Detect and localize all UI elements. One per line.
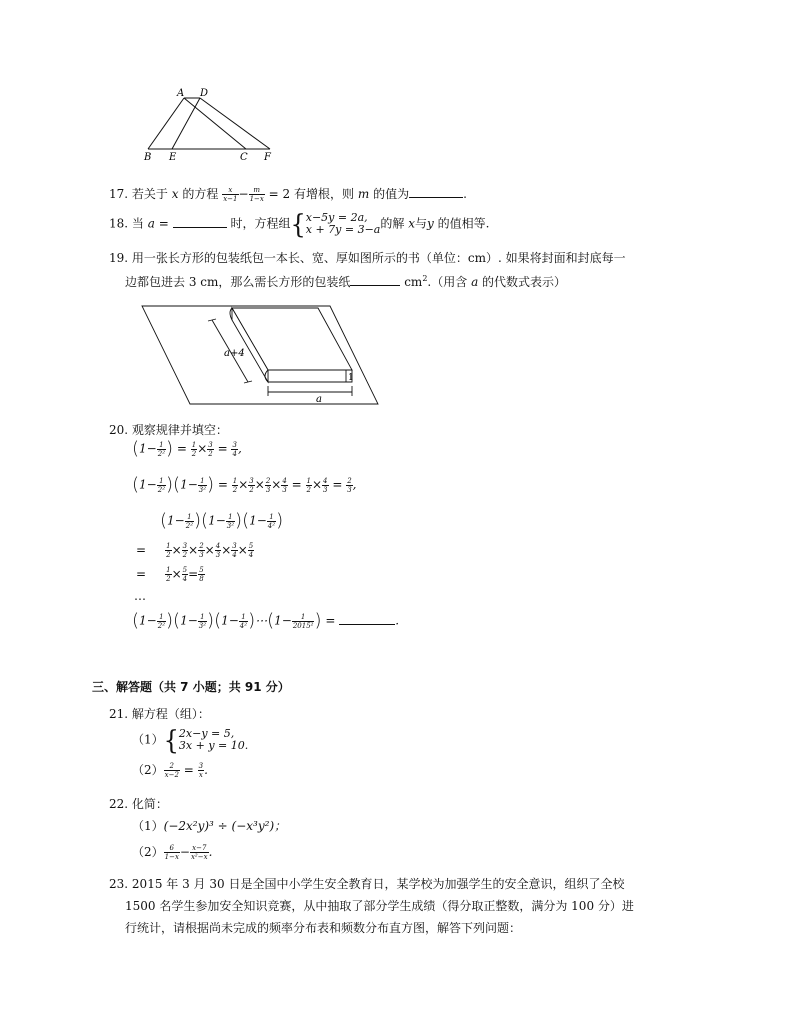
q20-title: 观察规律并填空： bbox=[131, 423, 228, 437]
q22-part-2: （2） $\frac{6}{1-x}$ − $\frac{x-7}{\text{x²−x}}$ . bbox=[132, 844, 213, 861]
book-width-label: a bbox=[316, 394, 322, 405]
q17-text: 有增根，则 bbox=[294, 187, 355, 201]
q17-answer-blank[interactable] bbox=[409, 187, 463, 198]
q18-text: 的解 bbox=[380, 216, 405, 231]
q20-row-4: = $\frac{1}{2}$ × $\frac{3}{2}$ × $\frac{2}{3}$ × $\frac{4}{3}$ × $\frac{3}{4}$ × $\frac{5}{4}$ bbox=[136, 542, 254, 559]
q17-fraction-1: $\frac{x}{x-1}$ bbox=[223, 186, 238, 203]
q17-period: . bbox=[463, 187, 467, 201]
book-height-label: a+4 bbox=[224, 348, 245, 359]
triangle-figure bbox=[140, 86, 280, 162]
q19-text: 的代数式表示） bbox=[482, 275, 567, 289]
q17-var-x: x bbox=[171, 187, 179, 201]
q18-text: 当 bbox=[131, 216, 144, 231]
label-E: E bbox=[169, 152, 177, 162]
q20-row-3: (1− $\frac{1}{\text{2²}}$ )(1− $\frac{1}{\text{3²}}$ )(1− $\frac{1}{\text{4²}}$ ) bbox=[160, 510, 284, 531]
q17-text: 的方程 bbox=[182, 187, 219, 201]
q19-line-2: 边都包进去 3 cm，那么需长方形的包装纸 bbox=[125, 275, 351, 289]
question-19 bbox=[109, 252, 626, 264]
q19-unit: cm bbox=[404, 275, 423, 289]
label-A: A bbox=[177, 88, 185, 99]
q19-var-a: a bbox=[471, 275, 479, 289]
q19-unit-sup: 2 bbox=[422, 274, 428, 283]
q18-brace: { bbox=[290, 208, 306, 240]
q19-number: 19. bbox=[109, 251, 129, 265]
q22-number: 22. bbox=[109, 797, 129, 811]
q18-text: 时，方程组 bbox=[230, 216, 291, 231]
q18-var-x: x bbox=[408, 216, 415, 231]
label-B: B bbox=[144, 152, 152, 162]
q18-system: x−5y = 2a, x + 7y = 3−a bbox=[305, 211, 381, 236]
book-thickness-label: 1 bbox=[348, 373, 354, 383]
book-figure bbox=[140, 300, 382, 410]
q22-part-1: （1）(−2x²y)³ ÷ (−x³y²)； bbox=[132, 819, 287, 833]
q19-text: .（用含 bbox=[427, 275, 468, 289]
q20-row-last: (1− $\frac{1}{\text{2²}}$ )(1− $\frac{1}{\text{3²}}$ )(1− $\frac{1}{\text{4²}}$ )⋯(1− $\frac{1}{\text{2015²}}$ ) = . bbox=[132, 610, 400, 631]
q20-row-1: (1− $\frac{1}{\text{2²}}$ ) = $\frac{1}{2}$ × $\frac{3}{2}$ = $\frac{3}{4}$ , bbox=[132, 438, 242, 459]
q18-expr-a: a = bbox=[147, 216, 169, 231]
q23-line-2: 1500 名学生参加安全知识竞赛，从中抽取了部分学生成绩（得分取正整数，满分为 100 分）进 bbox=[125, 899, 634, 913]
q17-fraction-2: $\frac{m}{1-x}$ bbox=[249, 186, 264, 203]
q17-number: 17. bbox=[109, 187, 129, 201]
q20-number: 20. bbox=[109, 423, 129, 437]
q18-number: 18. bbox=[109, 216, 129, 231]
question-21 bbox=[109, 708, 210, 720]
question-23 bbox=[109, 878, 624, 890]
question-22 bbox=[109, 798, 168, 810]
q21-part-2: （2） $\frac{2}{x-2}$ = $\frac{3}{x}$ . bbox=[132, 762, 208, 779]
q20-row-2: (1− $\frac{1}{\text{2²}}$ )(1− $\frac{1}{\text{3²}}$ ) = $\frac{1}{2}$ × $\frac{3}{2}$ × $\frac{2}{3}$ × $\frac{4}{3}$ = $\frac{1}{2}$ × $\frac{4}{3}$ = $\frac{2}{3}$ , bbox=[132, 474, 357, 495]
label-D: D bbox=[200, 88, 209, 99]
q21-title: 解方程（组）： bbox=[131, 707, 210, 721]
question-18 bbox=[109, 208, 490, 240]
q18-text: 的值相等. bbox=[437, 216, 490, 231]
label-F: F bbox=[264, 152, 271, 162]
question-20 bbox=[109, 424, 228, 436]
q20-answer-blank[interactable] bbox=[339, 614, 395, 625]
q23-line-3: 行统计，请根据尚未完成的频率分布表和频数分布直方图，解答下列问题： bbox=[125, 921, 522, 935]
q19-answer-blank[interactable] bbox=[350, 275, 400, 286]
label-C: C bbox=[240, 152, 248, 162]
question-19-line2 bbox=[125, 275, 566, 288]
q22-title: 化简： bbox=[131, 797, 168, 811]
q18-text: 与 bbox=[415, 216, 428, 231]
section-3-title: 三、解答题（共 7 小题；共 91 分） bbox=[92, 680, 290, 694]
q20-row-5: = $\frac{1}{2}$ × $\frac{5}{4}$ = $\frac{5}{8}$ bbox=[136, 566, 204, 583]
q20-ellipsis: … bbox=[134, 589, 146, 603]
q17-equals: = 2 bbox=[268, 187, 291, 201]
q17-text: 的值为 bbox=[373, 187, 410, 201]
q17-text: 若关于 bbox=[131, 187, 168, 201]
q17-var-m: m bbox=[357, 187, 370, 201]
q23-line-1: 2015 年 3 月 30 日是全国中小学生安全教育日，某学校为加强学生的安全意识，组织了全校 bbox=[131, 877, 625, 891]
q21-part-1: （1）{ 2x−y = 5, 3x + y = 10. bbox=[132, 724, 249, 756]
q18-var-y: y bbox=[427, 216, 434, 231]
q21-number: 21. bbox=[109, 707, 129, 721]
q17-minus: − bbox=[238, 187, 249, 201]
q19-line-1: 用一张长方形的包装纸包一本长、宽、厚如图所示的书（单位：cm）. 如果将封面和封底每一 bbox=[131, 251, 626, 265]
q18-answer-blank[interactable] bbox=[173, 217, 227, 228]
question-17 bbox=[109, 186, 467, 203]
q23-number: 23. bbox=[109, 877, 129, 891]
